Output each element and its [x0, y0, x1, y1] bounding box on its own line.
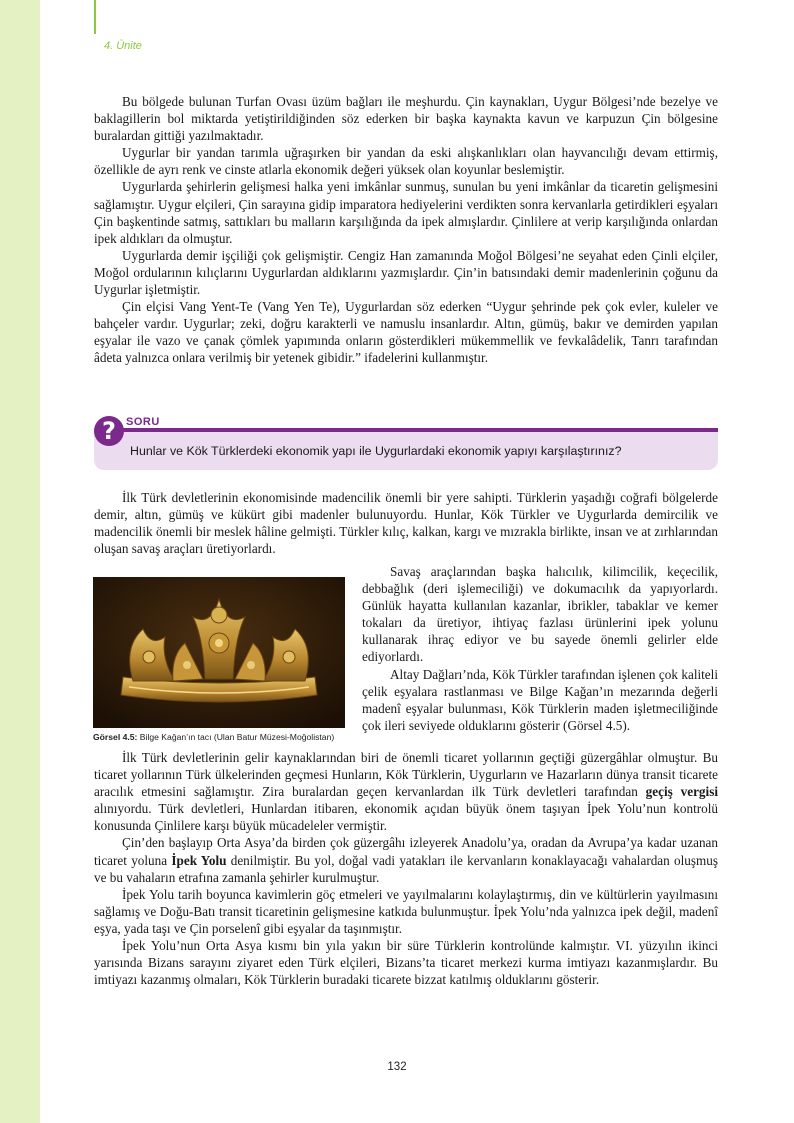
figure-caption-label: Görsel 4.5: — [93, 732, 138, 742]
paragraph: Uygurlarda demir işçiliği çok gelişmiştir. Cengiz Han zamanında Moğol Bölgesi’ne seyahat eden Çinli elçiler, Moğol ordularının kılıçlarını Uygurlardan aldıklarını yazmışlardır. Çin’in batısındaki demir madenlerinin çoğunu da Uygurlar işletmiştir. — [94, 247, 718, 298]
text-block-crafts — [362, 563, 718, 734]
crown-illustration — [93, 577, 345, 728]
header-rule — [94, 0, 96, 34]
question-box-title: SORU — [126, 416, 160, 428]
question-text: Hunlar ve Kök Türklerdeki ekonomik yapı ile Uygurlardaki ekonomik yapıyı karşılaştırınız? — [130, 444, 622, 458]
figure-caption — [93, 732, 351, 743]
figure-caption-text: Bilge Kağan’ın tacı (Ulan Batur Müzesi-Moğolistan) — [137, 732, 335, 742]
page-number: 132 — [387, 1061, 407, 1073]
paragraph: Uygurlarda şehirlerin gelişmesi halka yeni imkânlar sunmuş, sunulan bu yeni imkânlar da ticaretin gelişmesini sağlamıştır. Uygur elçileri, Çin sarayına gidip imparatora hediyelerini verdikten sonra kervanlarla getirdikleri eşyaları Çin başkentinde satmış, sattıkları bu malların karşılığında da ipek almışlardır. Çinlilere at verip karşılığında onlardan ipek aldıkları da olmuştur. — [94, 179, 718, 246]
paragraph: Uygurlar bir yandan tarımla uğraşırken bir yandan da eski alışkanlıkları olan hayvancılığı devam ettirmiş, özellikle de ayrı renk ve cinste atlarla ekonomik değeri yüksek olan koyunlar beslemiştir. — [94, 145, 718, 178]
paragraph: Savaş araçlarından başka halıcılık, kilimcilik, keçecilik, debbağlık (deri işlemeciliği) ve dokumacılık da yapıyorlardı. Günlük hayatta kullanılan kazanlar, ibrikler, tabaklar ve kemer tokaları da üretiyor, ihtiyaç fazlası ürünlerini ipek yolunu kullanarak ihraç ediyor ve bu sayede önemli gelirler elde ediyorlardı. — [362, 564, 718, 665]
paragraph: İlk Türk devletlerinin ekonomisinde madencilik önemli bir yere sahipti. Türklerin yaşadığı coğrafi bölgelerde demir, altın, gümüş ve kükürt gibi madenler bulunuyordu. Hunlar, Kök Türkler ve Uygurlarda demircilik ve madencilik önemli bir meslek hâline gelmişti. Türkler kılıç, kalkan, kargı ve mızrakla birlikte, insan ve at zırhlarından oluşan savaş araçları üretiyorlardı. — [94, 490, 718, 557]
paragraph: Çin elçisi Vang Yent-Te (Vang Yen Te), Uygurlardan söz ederken “Uygur şehrinde pek çok evler, kuleler ve bahçeler vardır. Uygurlar; zeki, doğru karakterli ve namuslu insanlardır. Altın, gümüş, bakır ve demirden yapılan eşyalar ile vazo ve çanak çömlek yapımında onların gösterdikleri mükemmellik ve fevkalâdelik, Tanrı tarafından âdeta yalnızca onlara verilmiş bir yetenek gibidir.” ifadelerini kullanmıştır. — [94, 299, 718, 366]
text-run: denilmiştir. Bu yol, doğal vadi yatakları ile kervanların konaklayacağı vahalardan oluşmuş ve bu vahaların etrafına zamanla şehirler kurulmuştur. — [94, 852, 718, 885]
paragraph — [94, 834, 718, 885]
question-mark-icon: ? — [94, 416, 124, 446]
crown-photo — [93, 577, 345, 728]
paragraph: Altay Dağları’nda, Kök Türkler tarafından işlenen çok kaliteli çelik eşyalara rastlanması ve Bilge Kağan’ın mezarında değerli madenî eşyalar bulunması, Kök Türklerin maden işletmeciliğinde çok ileri seviyede olduklarını gösterir (Görsel 4.5). — [362, 666, 718, 733]
term-ipek-yolu: İpek Yolu — [171, 852, 227, 868]
left-margin-band — [0, 0, 40, 1123]
paragraph: İpek Yolu’nun Orta Asya kısmı bin yıla yakın bir süre Türklerin kontrolünde kalmıştır. VI. yüzyılın ikinci yarısında Bizans sarayını ziyaret eden Türk elçileri, Bizans’ta ticaret merkezi kurma imtiyazı kazanmışlardır. Bu imtiyazı kazanmış olmaları, Kök Türklerin buradaki ticarete bizzat katılmış olduklarını gösterir. — [94, 938, 718, 988]
unit-label: 4. Ünite — [104, 40, 142, 52]
text-block-mining — [94, 489, 718, 557]
paragraph: Bu bölgede bulunan Turfan Ovası üzüm bağları ile meşhurdu. Çin kaynakları, Uygur Bölgesi’nde bezelye ve baklagillerin bol miktarda yetiştirildiğinden söz ederken bir başka kaynakta kavun ve karpuzun Çin bölgesine buralardan gittiği yazılmaktadır. — [94, 94, 718, 144]
text-run: İlk Türk devletlerinin gelir kaynaklarından biri de önemli ticaret yollarının geçtiği güzergâhlar olmuştur. Bu ticaret yollarının Türk ülkelerinden geçmesi Hunların, Kök Türklerin, Uygurların ve Hazarların dünya transit ticarete aracılık etmesini sağlamıştır. Zira buralardan geçen kervanlardan ilk Türk devletleri tarafından — [94, 750, 718, 800]
paragraph — [94, 749, 718, 834]
text-block-uygur-economy — [94, 93, 718, 367]
text-run: Çin’den başlayıp Orta Asya’da birden çok güzergâhı izleyerek Anadolu’ya, oradan da Avrupa’ya kadar uzanan ticaret yoluna — [94, 835, 718, 868]
question-box-rule — [114, 428, 718, 432]
term-gecis-vergisi: geçiş vergisi — [645, 784, 718, 800]
paragraph: İpek Yolu tarih boyunca kavimlerin göç etmeleri ve yayılmalarını kolaylaştırmış, din ve kültürlerin yayılmasını sağlamış ve Doğu-Batı transit ticaretinin gelişmesine katkıda bulunmuştur. İpek Yolu’nda yalnızca ipek değil, madenî eşya, yada taşı ve Çin porselenî gibi eşyalar da taşınmıştır. — [94, 886, 718, 936]
text-run: alınıyordu. Türk devletleri, Hunlardan itibaren, ekonomik açıdan büyük önem taşıyan İpek Yolu’nun kontrolü konusunda Çinlilere karşı büyük mücadeleler vermiştir. — [94, 801, 718, 834]
question-box — [94, 414, 718, 470]
text-block-silk-road — [94, 749, 718, 988]
